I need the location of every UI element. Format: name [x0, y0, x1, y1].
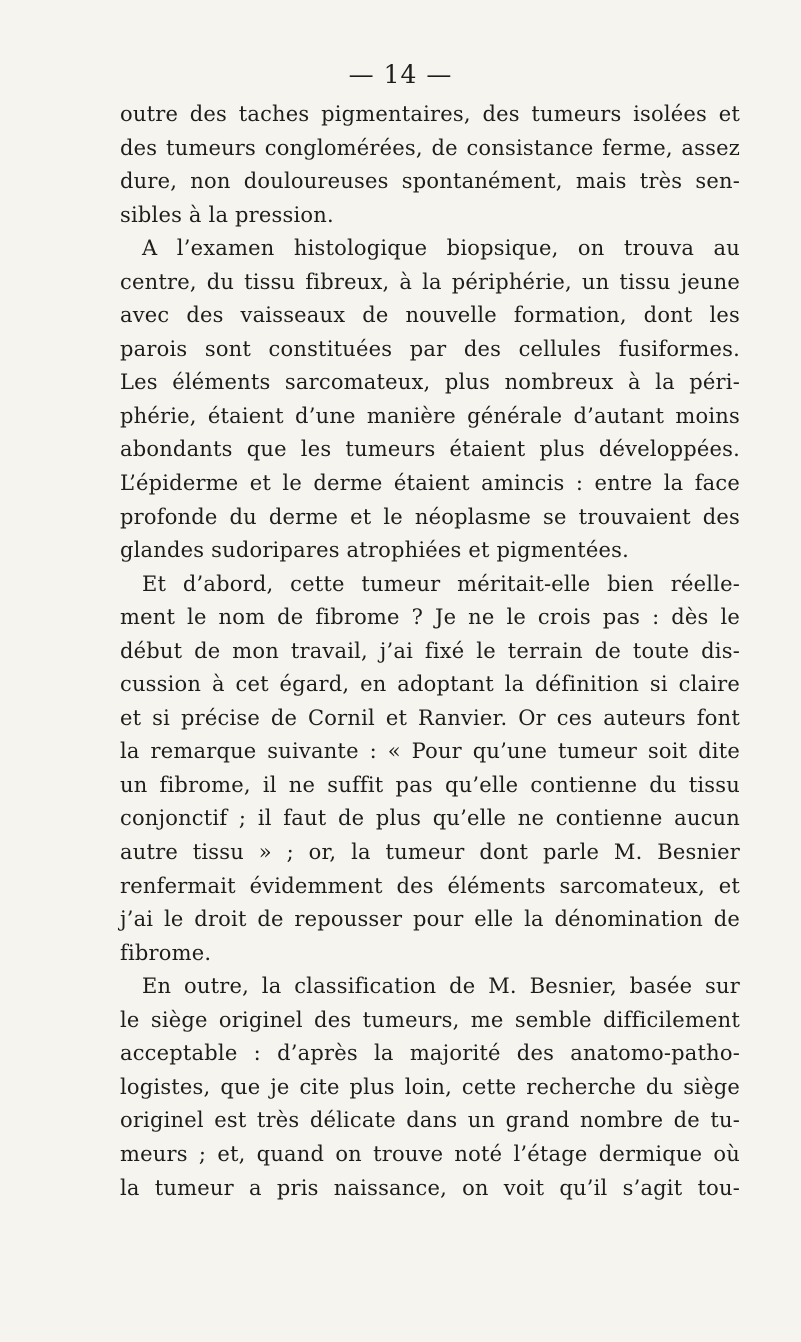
text-line: la remarque suivante : « Pour qu’une tumeur soit dite — [120, 739, 740, 764]
text-line: autre tissu » ; or, la tumeur dont parle M. Besnier — [120, 840, 740, 865]
text-line: L’épiderme et le derme étaient amincis : entre la face — [120, 471, 740, 496]
text-line: et si précise de Cornil et Ranvier. Or ces auteurs font — [120, 705, 740, 730]
text-line: phérie, étaient d’une manière générale d’autant moins — [120, 403, 740, 428]
text-line: originel est très délicate dans un grand nombre de tu- — [120, 1108, 740, 1133]
text-line: parois sont constituées par des cellules fusiformes. — [120, 336, 740, 361]
text-line: Les éléments sarcomateux, plus nombreux à la péri- — [120, 370, 740, 395]
text-line: Et d’abord, cette tumeur méritait-elle bien réelle- — [142, 571, 740, 596]
text-line: le siège originel des tumeurs, me semble difficilement — [120, 1007, 740, 1032]
text-line: meurs ; et, quand on trouve noté l’étage dermique où — [120, 1141, 740, 1166]
text-line: A l’examen histologique biopsique, on trouva au — [142, 236, 740, 261]
text-line: j’ai le droit de repousser pour elle la dénomination de — [120, 907, 740, 932]
text-line: un fibrome, il ne suffit pas qu’elle contienne du tissu — [120, 772, 740, 797]
text-line: conjonctif ; il faut de plus qu’elle ne contienne aucun — [120, 806, 740, 831]
text-line: centre, du tissu fibreux, à la périphérie, un tissu jeune — [120, 269, 740, 294]
text-line: des tumeurs conglomérées, de consistance ferme, assez — [120, 135, 740, 160]
text-line: renfermait évidemment des éléments sarcomateux, et — [120, 873, 740, 898]
text-line: cussion à cet égard, en adoptant la définition si claire — [120, 672, 740, 697]
text-line: avec des vaisseaux de nouvelle formation, dont les — [120, 303, 740, 328]
text-line: En outre, la classification de M. Besnier, basée sur — [142, 974, 740, 999]
body-text — [120, 98, 740, 1205]
text-line: la tumeur a pris naissance, on voit qu’il s’agit tou- — [120, 1175, 740, 1200]
text-line: fibrome. — [120, 940, 212, 965]
text-line: acceptable : d’après la majorité des anatomo-patho- — [120, 1041, 740, 1066]
text-line: dure, non douloureuses spontanément, mais très sen- — [120, 169, 740, 194]
text-line: ment le nom de fibrome ? Je ne le crois pas : dès le — [120, 605, 740, 630]
text-line: début de mon travail, j’ai fixé le terrain de toute dis- — [120, 638, 740, 663]
text-line: sibles à la pression. — [120, 202, 334, 227]
page-number: — 14 — — [348, 60, 453, 89]
text-line: abondants que les tumeurs étaient plus développées. — [120, 437, 740, 462]
text-line: logistes, que je cite plus loin, cette recherche du siège — [120, 1074, 740, 1099]
text-line: glandes sudoripares atrophiées et pigmentées. — [120, 538, 629, 563]
text-line: profonde du derme et le néoplasme se trouvaient des — [120, 504, 740, 529]
text-line: outre des taches pigmentaires, des tumeurs isolées et — [120, 102, 740, 126]
